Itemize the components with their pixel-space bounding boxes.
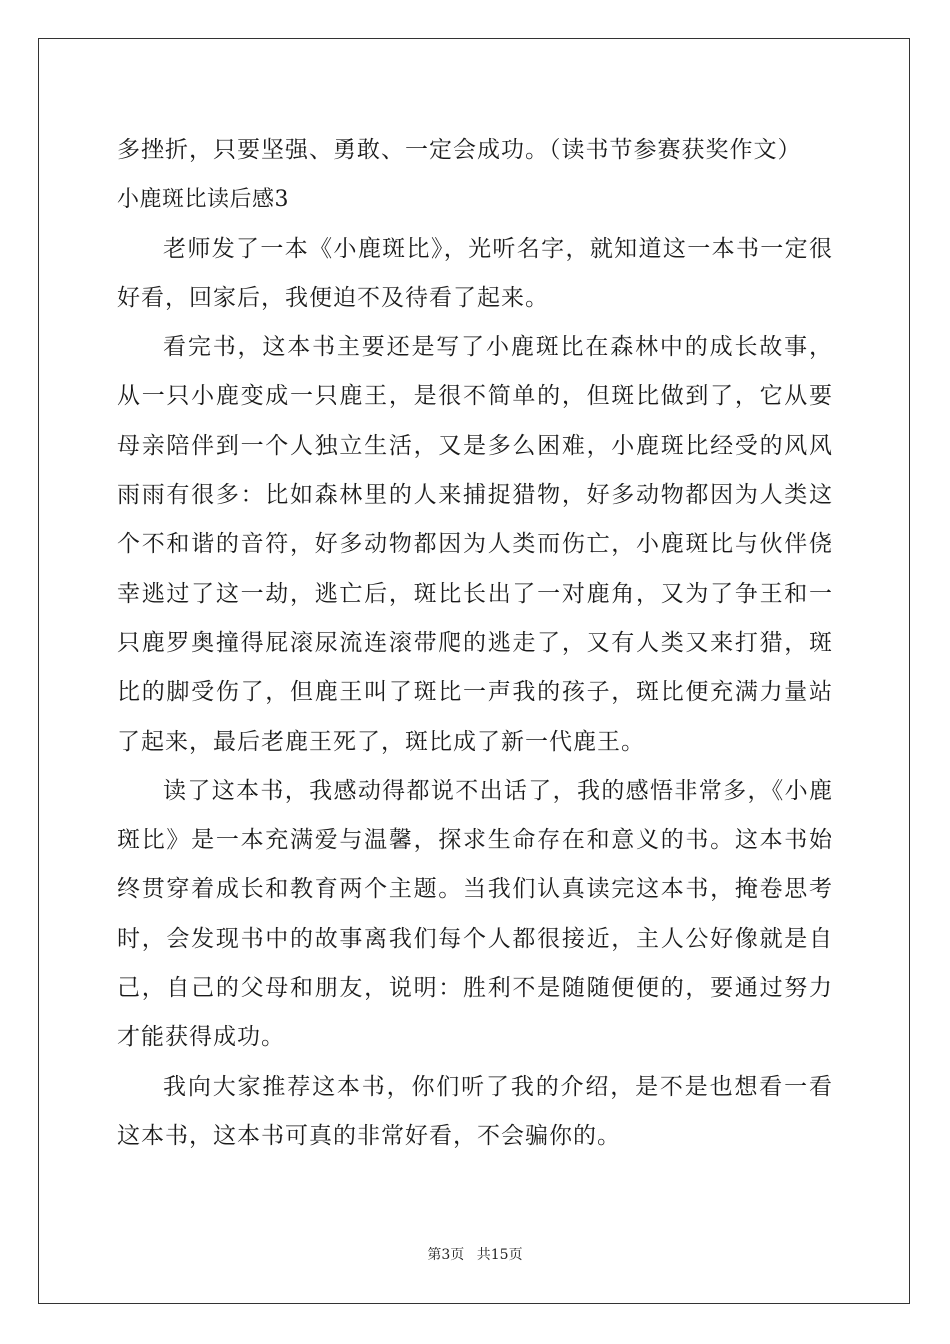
essay-title: 小鹿斑比读后感3: [117, 187, 289, 213]
paragraph-3: 读了这本书，我感动得都说不出话了，我的感悟非常多，《小鹿斑比》是一本充满爱与温馨，探求生命存在和意义的书。这本书始终贯穿着成长和教育两个主题。当我们认真读完这本书，掩卷思考时，会发现书中的故事离我们每个人都很接近，主人公好像就是自己，自己的父母和朋友，说明：胜利不是随随便便的，要通过努力才能获得成功。: [117, 777, 833, 1051]
paragraph-2: 看完书，这本书主要还是写了小鹿斑比在森林中的成长故事，从一只小鹿变成一只鹿王，是很不简单的，但斑比做到了，它从要母亲陪伴到一个人独立生活，又是多么困难，小鹿斑比经受的风风雨雨有很多：比如森林里的人来捕捉猎物，好多动物都因为人类这个不和谐的音符，好多动物都因为人类而伤亡，小鹿斑比与伙伴侥幸逃过了这一劫，逃亡后，斑比长出了一对鹿角，又为了争王和一只鹿罗奥撞得屁滚尿流连滚带爬的逃走了，又有人类又来打猎，斑比的脚受伤了，但鹿王叫了斑比一声我的孩子，斑比便充满力量站了起来，最后老鹿王死了，斑比成了新一代鹿王。: [117, 334, 833, 755]
lead-line: 多挫折，只要坚强、勇敢、一定会成功。（读书节参赛获奖作文）: [117, 137, 802, 163]
page-total: 共15页: [476, 1247, 523, 1263]
document-body: [117, 126, 833, 1161]
paragraph-1: 老师发了一本《小鹿斑比》，光听名字，就知道这一本书一定很好看，回家后，我便迫不及待看了起来。: [117, 235, 833, 311]
page-footer: [0, 1244, 950, 1264]
page-number: 第3页: [427, 1247, 465, 1263]
paragraph-4: 我向大家推荐这本书，你们听了我的介绍，是不是也想看一看这本书，这本书可真的非常好看，不会骗你的。: [117, 1073, 833, 1149]
